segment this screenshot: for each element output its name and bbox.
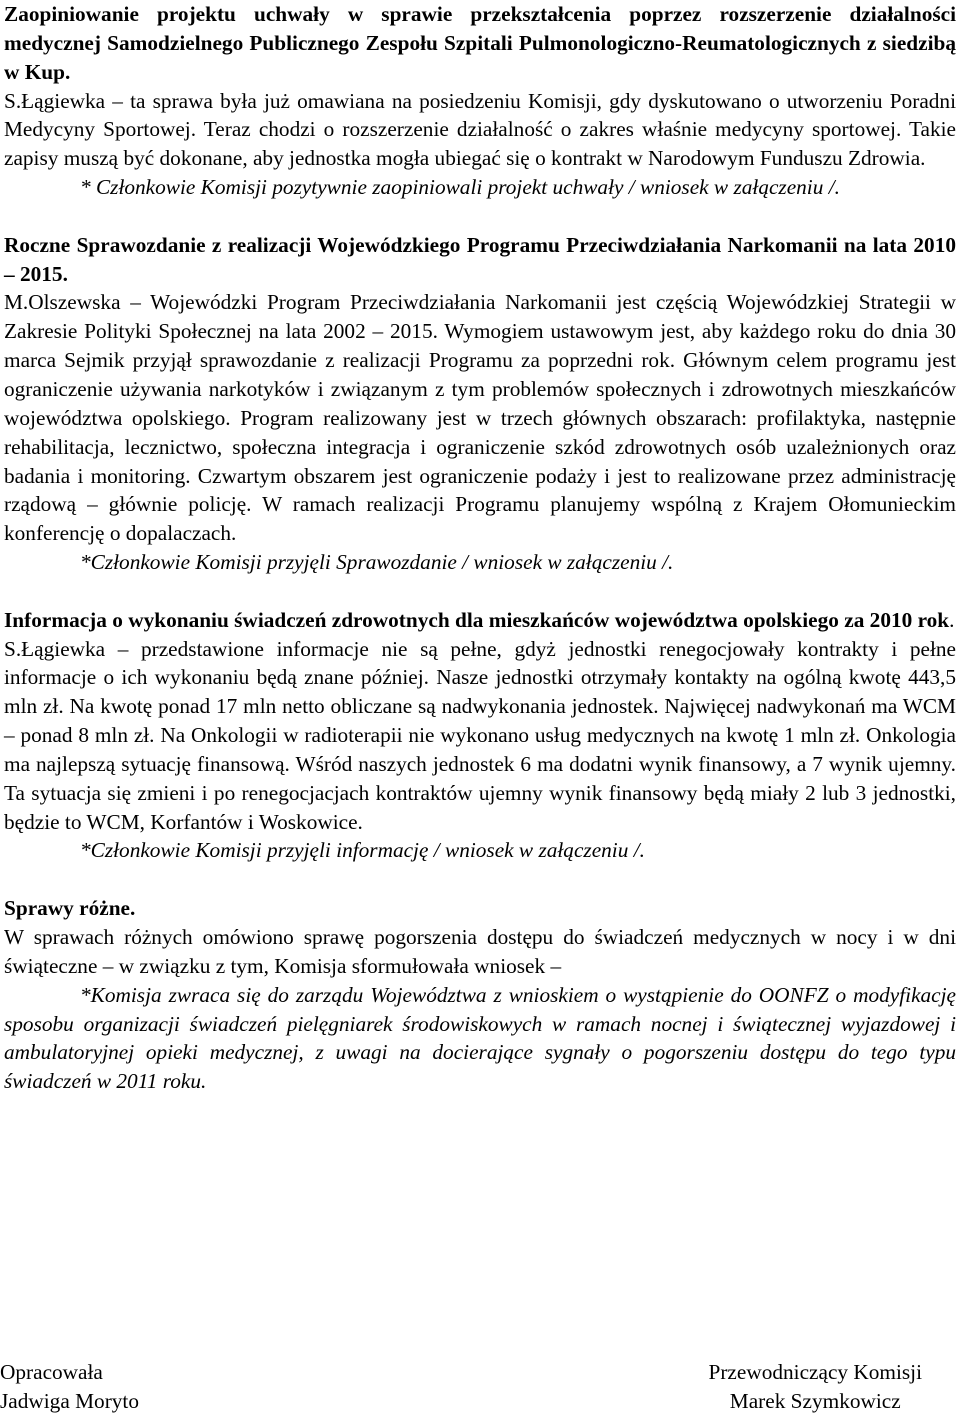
signature-left-role: Opracowała [0,1360,103,1384]
section-heading-block [4,606,956,635]
signature-left [0,1358,139,1416]
document-page [4,0,956,1096]
signature-left-name: Jadwiga Moryto [0,1388,140,1413]
section-body: S.Łągiewka – przedstawione informacje nie są pełne, gdyż jednostki renegocjowały kontrakty i pełne informacje o ich wykonaniu będą znane później. Nasze jednostki otrzymały kontakty na ogólną kwotę 443,5 mln zł. Na kwotę ponad 17 mln netto obliczane są nadwykonania jednostek. Najwięcej nadwykonań ma WCM – ponad 8 mln zł. Na Onkologii w radioterapii nie wykonano usług medycznych na kwotę 1 mln zł. Onkologia ma najlepszą sytuację finansową. Wśród naszych jednostek 6 ma dodatni wynik finansowy, a 7 wynik ujemny. Ta sytuacja się zmieni i po renegocjacjach kontraktów ujemny wynik finansowy będą miały 2 lub 3 jednostki, będzie to WCM, Korfantów i Woskowice. [4,636,956,834]
spacer [4,577,956,606]
spacer [4,202,956,231]
section-conclusion: *Komisja zwraca się do zarządu Województwa z wnioskiem o wystąpienie do OONFZ o modyfikację sposobu organizacji świadczeń pielęgniarek środowiskowych w ramach nocnej i świątecznej wyjazdowej i ambulatoryjnej opieki medycznej, z uwagi na docierające sygnały o pogorszeniu dostępu do tego typu świadczeń w 2011 roku. [4,982,956,1094]
section-sprawozdanie [4,231,956,577]
section-zaopiniowanie [4,0,956,202]
section-conclusion: *Członkowie Komisji przyjęli informację / wniosek w załączeniu /. [80,838,645,863]
section-conclusion: *Członkowie Komisji przyjęli Sprawozdanie / wniosek w załączeniu /. [80,550,674,575]
section-informacja [4,606,956,866]
section-body: M.Olszewska – Wojewódzki Program Przeciwdziałania Narkomanii jest częścią Wojewódzkiej Strategii w Zakresie Polityki Społecznej na lata 2002 – 2015. Wymogiem ustawowym jest, aby każdego roku do dnia 30 marca Sejmik przyjął sprawozdanie z realizacji Programu za poprzedni rok. Głównym celem programu jest ograniczenie używania narkotyków i związanym z tym problemów społecznych i zdrowotnych mieszkańców województwa opolskiego. Program realizowany jest w trzech głównych obszarach: profilaktyka, następnie rehabilitacja, lecznictwo, społeczna integracja i ograniczenie szkód zdrowotnych osób uzależnionych oraz badania i monitoring. Czwartym obszarem jest ograniczenie podaży i jest to realizowane przez administrację rządową – głównie policję. W ramach realizacji Programu planujemy wspólną z Krajem Ołomunieckim konferencję o dopalaczach. [4,290,956,546]
section-body: W sprawach różnych omówiono sprawę pogorszenia dostępu do świadczeń medycznych w nocy i w dni świąteczne – w związku z tym, Komisja sformułowała wniosek – [4,925,956,978]
section-heading: Sprawy różne. [4,896,136,921]
section-conclusion: * Członkowie Komisji pozytywnie zaopiniowali projekt uchwały / wniosek w załączeniu /. [80,175,840,200]
spacer [4,865,956,894]
section-heading-tail: . [949,607,955,632]
section-heading: Informacja o wykonaniu świadczeń zdrowotnych dla mieszkańców województwa opolskiego za 2010 rok [4,607,950,632]
signature-right [709,1358,923,1416]
signature-right-role: Przewodniczący Komisji [708,1360,922,1384]
section-sprawy-rozne [4,894,956,1096]
signature-right-name: Marek Szymkowicz [729,1388,901,1413]
section-heading: Zaopiniowanie projektu uchwały w sprawie przekształcenia poprzez rozszerzenie działalności medycznej Samodzielnego Publicznego Zespołu Szpitali Pulmonologiczno-Reumatologicznych z siedzibą w Kup. [4,2,956,84]
section-heading: Roczne Sprawozdanie z realizacji Wojewódzkiego Programu Przeciwdziałania Narkomanii na lata 2010 – 2015. [4,232,956,286]
section-body: S.Łągiewka – ta sprawa była już omawiana na posiedzeniu Komisji, gdy dyskutowano o utworzeniu Poradni Medycyny Sportowej. Teraz chodzi o rozszerzenie działalność o zakres właśnie medycyny sportowej. Takie zapisy muszą być dokonane, aby jednostka mogła ubiegać się o kontrakt w Narodowym Funduszu Zdrowia. [4,88,956,171]
